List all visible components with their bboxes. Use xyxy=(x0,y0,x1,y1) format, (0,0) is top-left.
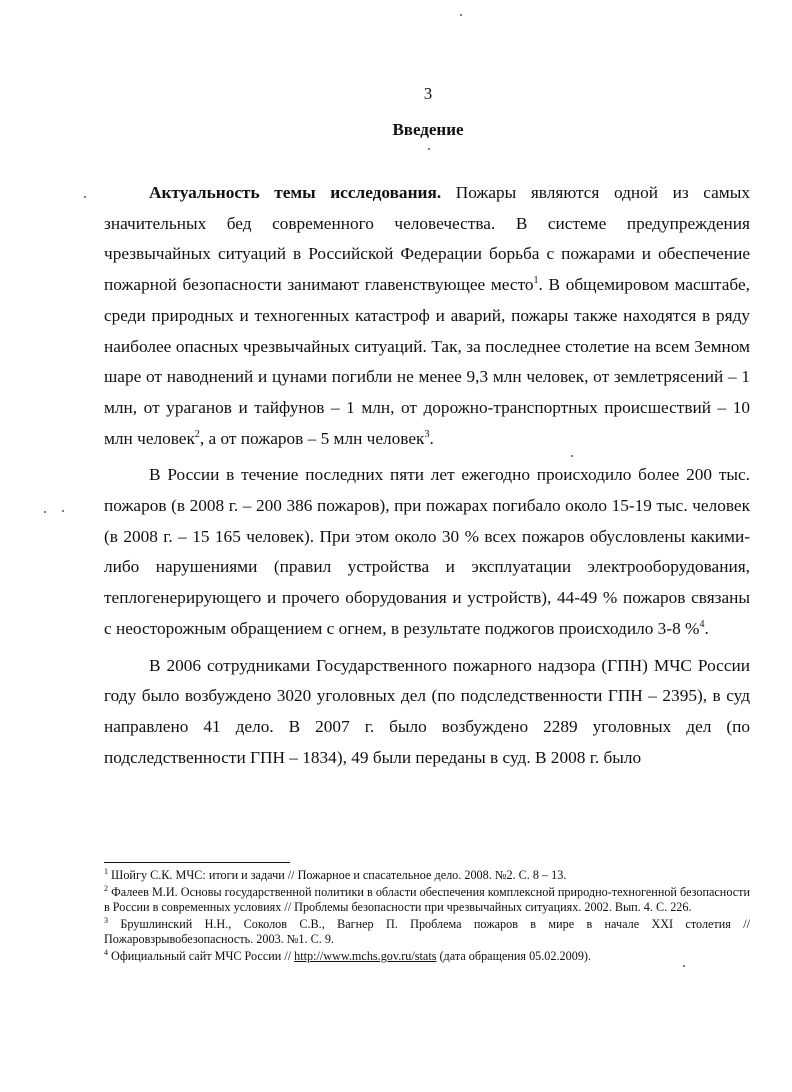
page-title: Введение xyxy=(392,120,464,139)
scan-speck xyxy=(571,455,573,457)
footnote-2 xyxy=(104,885,750,916)
footnote-divider xyxy=(104,862,290,863)
footnote-link[interactable]: http://www.mchs.gov.ru/stats xyxy=(294,948,437,963)
paragraph-criminal-cases xyxy=(104,651,750,774)
scan-speck xyxy=(683,965,685,967)
paragraph-text: В 2006 сотрудниками Государственного пожарного надзора (ГПН) МЧС России году было возбуждено 3020 уголовных дел (по подследственности ГПН – 2395), в суд направлено 41 дело. В 2007 г. было возбуждено 2289 уголовных дел (по подследственности ГПН – 1834), 49 были переданы в суд. В 2008 г. было xyxy=(104,655,750,767)
footnote-mark: 2 xyxy=(104,883,108,893)
main-text xyxy=(104,178,750,773)
scan-speck xyxy=(460,14,462,16)
footnote-reference: 1 xyxy=(533,275,539,287)
footnote-text: (дата обращения 05.02.2009). xyxy=(436,948,592,963)
relevance-lead: Актуальность темы исследования. xyxy=(149,183,442,202)
footnote-text: Официальный сайт МЧС России // xyxy=(111,948,295,963)
scan-speck xyxy=(44,511,46,513)
footnote-mark: 1 xyxy=(104,866,108,876)
footnote-reference: 4 xyxy=(699,619,705,631)
footnotes xyxy=(104,868,750,966)
paragraph-text: В России в течение последних пяти лет ежегодно происходило более 200 тыс. пожаров (в 2008 г. – 200 386 пожаров), при пожарах погибало около 15-19 тыс. человек (в 2008 г. – 15 165 человек). При этом около 30 % всех пожаров обусловлены какими-либо нарушениями (правил устройства и эксплуатации электрооборудования, теплогенерирующего и прочего оборудования и устройств), 44-49 % пожаров связаны с неосторожным обращением с огнем, в результате поджогов происходило 3-8 % xyxy=(104,465,750,638)
paragraph-text: Пожары являются одной из самых значительных бед современного человечества. В системе предупреждения чрезвычайных ситуаций в Российской Федерации борьба с пожарами и обеспечение пожарной безопасности занимают главенствующее место xyxy=(104,183,750,295)
footnote-reference: 2 xyxy=(194,428,200,440)
footnote-mark: 4 xyxy=(104,947,108,957)
footnote-text: Брушлинский Н.Н., Соколов С.В., Вагнер П. Проблема пожаров в мире в начале XXI столетия // Пожаровзрывобезопасность. 2003. №1. С. 9. xyxy=(104,916,750,947)
scan-speck xyxy=(84,196,86,198)
scan-speck xyxy=(62,510,64,512)
paragraph-text: . В общемировом масштабе, среди природных и техногенных катастроф и аварий, пожары также находятся в ряду наиболее опасных чрезвычайных ситуаций. Так, за последнее столетие на всем Земном шаре от наводнений и цунами погибли не менее 9,3 млн человек, от землетрясений – 1 млн, от ураганов и тайфунов – 1 млн, от дорожно-транспортных происшествий – 10 млн человек xyxy=(104,275,750,448)
footnote-reference: 3 xyxy=(424,428,430,440)
footnote-4 xyxy=(104,949,750,965)
footnote-text: Фалеев М.И. Основы государственной политики в области обеспечения комплексной природно-техногенной безопасности в России в современных условиях // Проблемы безопасности при чрезвычайных ситуациях. 2002. Вып. 4. С. 226. xyxy=(104,884,750,915)
footnote-mark: 3 xyxy=(104,915,108,925)
paragraph-fire-stats xyxy=(104,460,750,644)
paragraph-text: . xyxy=(704,618,709,638)
footnote-text: Шойгу С.К. МЧС: итоги и задачи // Пожарное и спасательное дело. 2008. №2. С. 8 – 13. xyxy=(111,868,567,882)
paragraph-text: . xyxy=(429,428,434,448)
footnote-1 xyxy=(104,868,750,884)
paragraph-text: , а от пожаров – 5 млн человек xyxy=(199,428,425,448)
page-number: 3 xyxy=(423,84,433,103)
paragraph-relevance xyxy=(104,178,750,454)
footnote-3 xyxy=(104,917,750,948)
scan-speck xyxy=(428,148,430,150)
